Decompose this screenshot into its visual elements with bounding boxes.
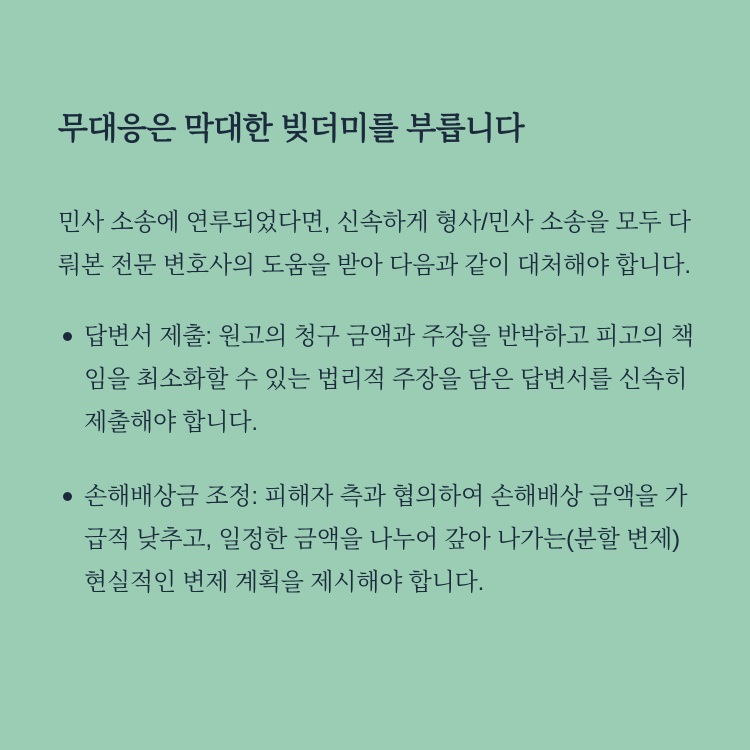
bullet-text: 손해배상금 조정: 피해자 측과 협의하여 손해배상 금액을 가급적 낮추고, 일정한 금액을 나누어 갚아 나가는(분할 변제) 현실적인 변제 계획을 제시해야 합니다.: [84, 483, 688, 596]
page-title: 무대응은 막대한 빚더미를 부릅니다: [58, 111, 525, 146]
intro-paragraph: 민사 소송에 연루되었다면, 신속하게 형사/민사 소송을 모두 다뤄본 전문 변호사의 도움을 받아 다음과 같이 대처해야 합니다.: [58, 209, 691, 279]
list-item: [58, 475, 694, 604]
bullet-icon: [63, 332, 72, 341]
bullet-icon: [63, 492, 72, 501]
advice-list: [58, 315, 694, 604]
list-item: [58, 315, 694, 444]
bullet-text: 답변서 제출: 원고의 청구 금액과 주장을 반박하고 피고의 책임을 최소화할 수 있는 법리적 주장을 담은 답변서를 신속히 제출해야 합니다.: [84, 323, 694, 436]
